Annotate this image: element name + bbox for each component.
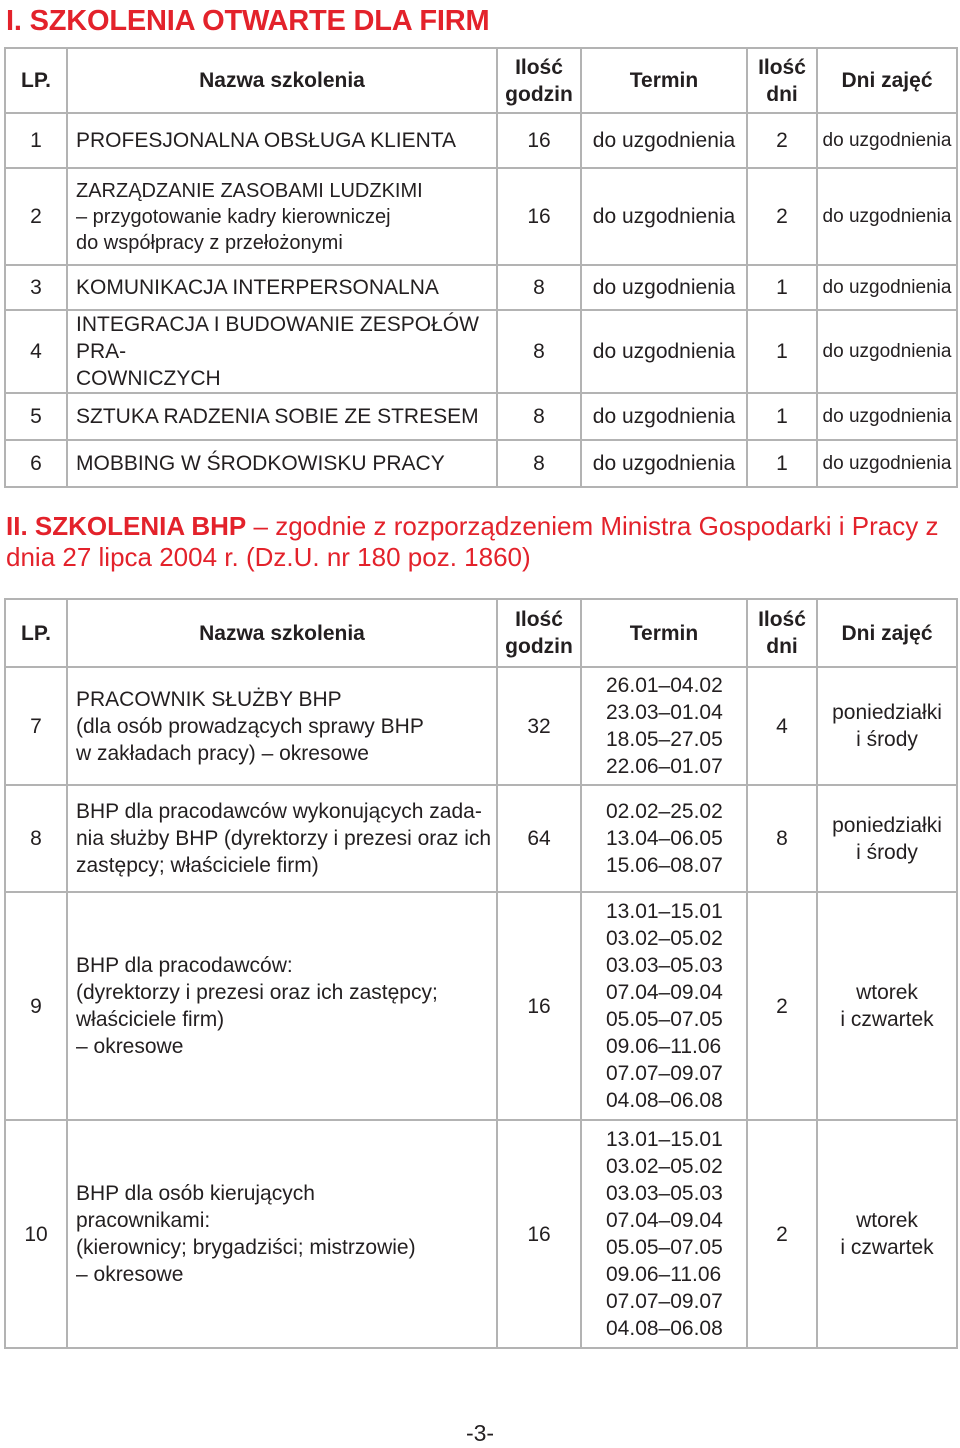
header-class-days: Dni zajęć — [817, 599, 957, 667]
row-class-days: do uzgodnienia — [817, 113, 957, 168]
row-name: ZARZĄDZANIE ZASOBAMI LUDZKIMI – przygotowanie kadry kierowniczej do współpracy z przełożonymi — [67, 168, 497, 265]
row-name: MOBBING W ŚRODKOWISKU PRACY — [67, 440, 497, 487]
row-hours: 32 — [497, 667, 581, 785]
row-hours: 8 — [497, 393, 581, 440]
row-class-days: do uzgodnienia — [817, 440, 957, 487]
row-hours: 16 — [497, 1120, 581, 1348]
row-term: 13.01–15.01 03.02–05.02 03.03–05.03 07.04–09.04 05.05–07.05 09.06–11.06 07.07–09.07 04.08–06.08 — [581, 892, 747, 1120]
section2-title — [6, 511, 946, 573]
row-lp: 2 — [5, 168, 67, 265]
row-hours: 8 — [497, 440, 581, 487]
header-name: Nazwa szkolenia — [67, 48, 497, 113]
header-lp: LP. — [5, 599, 67, 667]
header-days: Ilość dni — [747, 48, 817, 113]
row-hours: 8 — [497, 310, 581, 393]
row-class-days: do uzgodnienia — [817, 265, 957, 310]
table-header-row — [5, 599, 957, 667]
row-days: 1 — [747, 393, 817, 440]
row-term: do uzgodnienia — [581, 440, 747, 487]
header-hours: Ilość godzin — [497, 599, 581, 667]
row-term: do uzgodnienia — [581, 113, 747, 168]
row-hours: 16 — [497, 168, 581, 265]
row-class-days: poniedziałki i środy — [817, 667, 957, 785]
row-term: 13.01–15.01 03.02–05.02 03.03–05.03 07.04–09.04 05.05–07.05 09.06–11.06 07.07–09.07 04.08–06.08 — [581, 1120, 747, 1348]
header-days: Ilość dni — [747, 599, 817, 667]
table-header-row — [5, 48, 957, 113]
row-class-days: wtorek i czwartek — [817, 892, 957, 1120]
header-term: Termin — [581, 599, 747, 667]
row-term: 26.01–04.02 23.03–01.04 18.05–27.05 22.06–01.07 — [581, 667, 747, 785]
row-lp: 5 — [5, 393, 67, 440]
open-trainings-table — [4, 47, 958, 488]
row-name: BHP dla pracodawców: (dyrektorzy i prezesi oraz ich zastępcy; właściciele firm) – okresowe — [67, 892, 497, 1120]
row-name: BHP dla pracodawców wykonujących zada- nia służby BHP (dyrektorzy i prezesi oraz ich zastępcy; właściciele firm) — [67, 785, 497, 892]
row-hours: 64 — [497, 785, 581, 892]
row-class-days: do uzgodnienia — [817, 168, 957, 265]
table-row — [5, 168, 957, 265]
row-class-days: do uzgodnienia — [817, 393, 957, 440]
row-days: 4 — [747, 667, 817, 785]
row-class-days: wtorek i czwartek — [817, 1120, 957, 1348]
row-term: do uzgodnienia — [581, 393, 747, 440]
row-days: 2 — [747, 113, 817, 168]
row-lp: 7 — [5, 667, 67, 785]
bhp-trainings-table — [4, 598, 958, 1349]
header-name: Nazwa szkolenia — [67, 599, 497, 667]
table-row — [5, 265, 957, 310]
row-term: 02.02–25.02 13.04–06.05 15.06–08.07 — [581, 785, 747, 892]
row-lp: 1 — [5, 113, 67, 168]
header-lp: LP. — [5, 48, 67, 113]
row-days: 1 — [747, 310, 817, 393]
row-name: KOMUNIKACJA INTERPERSONALNA — [67, 265, 497, 310]
row-name: PRACOWNIK SŁUŻBY BHP (dla osób prowadzących sprawy BHP w zakładach pracy) – okresowe — [67, 667, 497, 785]
row-name: INTEGRACJA I BUDOWANIE ZESPOŁÓW PRA- COWNICZYCH — [67, 310, 497, 393]
row-lp: 4 — [5, 310, 67, 393]
row-class-days: poniedziałki i środy — [817, 785, 957, 892]
row-lp: 10 — [5, 1120, 67, 1348]
row-name: PROFESJONALNA OBSŁUGA KLIENTA — [67, 113, 497, 168]
row-days: 2 — [747, 168, 817, 265]
section2-title-bold: II. SZKOLENIA BHP — [6, 511, 247, 541]
row-name: SZTUKA RADZENIA SOBIE ZE STRESEM — [67, 393, 497, 440]
row-lp: 3 — [5, 265, 67, 310]
row-name: BHP dla osób kierujących pracownikami: (kierownicy; brygadziści; mistrzowie) – okresowe — [67, 1120, 497, 1348]
table-row — [5, 113, 957, 168]
table-row — [5, 785, 957, 892]
row-term: do uzgodnienia — [581, 168, 747, 265]
row-hours: 8 — [497, 265, 581, 310]
header-hours: Ilość godzin — [497, 48, 581, 113]
row-lp: 6 — [5, 440, 67, 487]
table-row — [5, 310, 957, 393]
row-term: do uzgodnienia — [581, 310, 747, 393]
row-lp: 8 — [5, 785, 67, 892]
table-row — [5, 393, 957, 440]
page-number: -3- — [465, 1420, 495, 1446]
table-row — [5, 440, 957, 487]
row-days: 2 — [747, 892, 817, 1120]
row-days: 1 — [747, 440, 817, 487]
row-class-days: do uzgodnienia — [817, 310, 957, 393]
table-row — [5, 667, 957, 785]
header-class-days: Dni zajęć — [817, 48, 957, 113]
section2-title-rest: – zgodnie z rozporządzeniem Ministra Gospodarki i Pracy z dnia 27 lipca 2004 r. (Dz.U. nr 180 poz. 1860) — [6, 511, 939, 572]
row-days: 8 — [747, 785, 817, 892]
header-term: Termin — [581, 48, 747, 113]
table-row — [5, 892, 957, 1120]
row-term: do uzgodnienia — [581, 265, 747, 310]
row-hours: 16 — [497, 113, 581, 168]
row-days: 2 — [747, 1120, 817, 1348]
row-lp: 9 — [5, 892, 67, 1120]
row-days: 1 — [747, 265, 817, 310]
table-row — [5, 1120, 957, 1348]
row-hours: 16 — [497, 892, 581, 1120]
section1-title: I. SZKOLENIA OTWARTE DLA FIRM — [6, 5, 490, 37]
